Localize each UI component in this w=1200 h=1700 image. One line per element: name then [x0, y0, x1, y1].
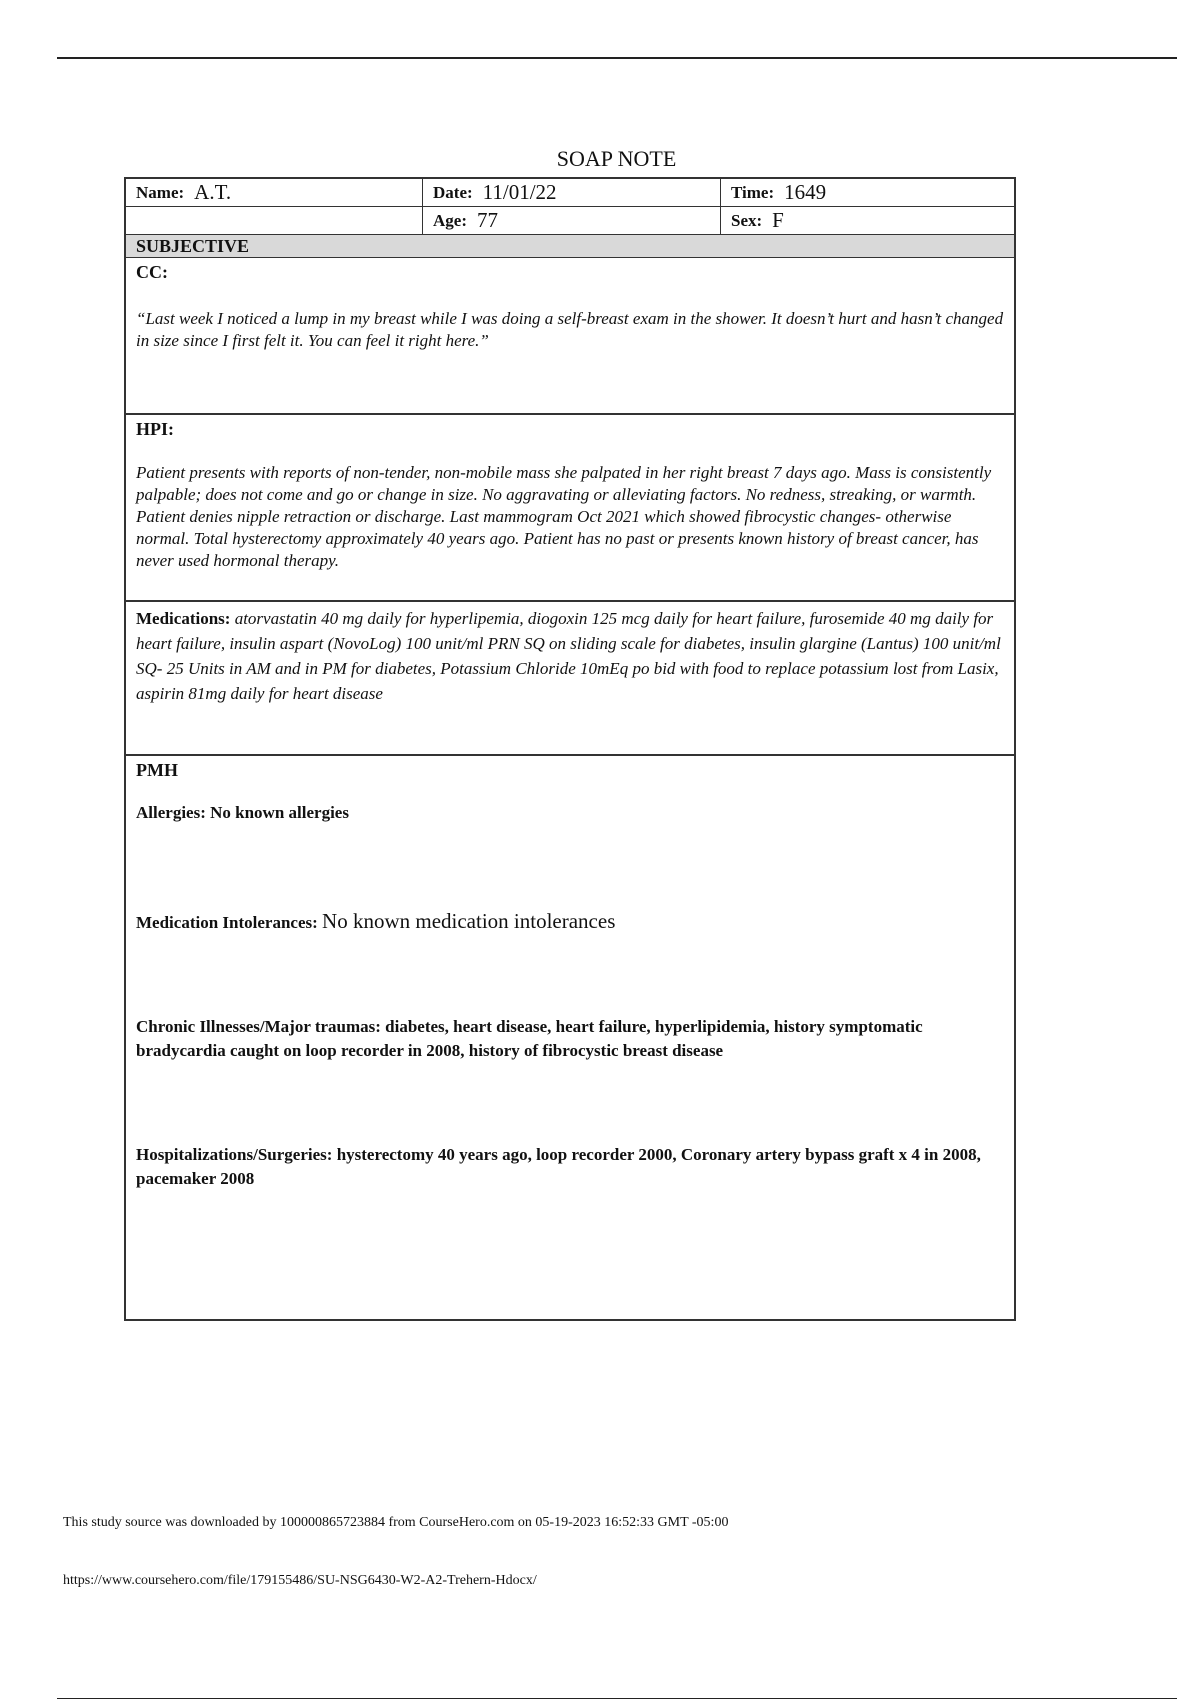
url-footer: https://www.coursehero.com/file/179155486/SU-NSG6430-W2-A2-Trehern-Hdocx/	[63, 1573, 537, 1588]
cc-text: “Last week I noticed a lump in my breast while I was doing a self-breast exam in the shower. It doesn’t hurt and hasn’t changed in size since I first felt it. You can feel it right here.”	[136, 309, 1004, 350]
header-row-1	[126, 179, 1014, 207]
bottom-rule	[57, 1698, 1177, 1699]
medications-text: atorvastatin 40 mg daily for hyperlipemia, diogoxin 125 mcg daily for heart failure, furosemide 40 mg daily for heart failure, insulin aspart (NovoLog) 100 unit/ml PRN SQ on sliding scale for diabetes, insulin glargine (Lantus) 100 unit/ml SQ- 25 Units in AM and in PM for diabetes, Potassium Chloride 10mEq po bid with food to replace potassium lost from Lasix, aspirin 81mg daily for heart disease	[136, 609, 1001, 703]
hpi-text: Patient presents with reports of non-tender, non-mobile mass she palpated in her right breast 7 days ago. Mass is consistently palpable; does not come and go or change in size. No aggravating or alleviating factors. No redness, streaking, or warmth. Patient denies nipple retraction or discharge. Last mammogram Oct 2021 which showed fibrocystic changes- otherwise normal. Total hysterectomy approximately 40 years ago. Patient has no past or presents known history of breast cancer, has never used hormonal therapy.	[136, 463, 992, 570]
header-row-2	[126, 207, 1014, 235]
age-label: Age:	[433, 210, 467, 230]
medications-label: Medications:	[136, 609, 231, 628]
name-label: Name:	[136, 182, 185, 202]
medication-intolerances	[136, 909, 1004, 935]
cc-section	[126, 258, 1014, 415]
cc-label: CC:	[136, 262, 168, 282]
date-value: 11/01/22	[482, 180, 557, 204]
hpi-section	[126, 415, 1014, 602]
source-footer: This study source was downloaded by 100000865723884 from CourseHero.com on 05-19-2023 16:52:33 GMT -05:00	[63, 1515, 729, 1530]
sex-cell	[721, 207, 1014, 234]
age-value: 77	[476, 208, 498, 232]
med-intol-label: Medication Intolerances:	[136, 913, 318, 932]
hpi-label: HPI:	[136, 419, 174, 439]
chronic-illnesses-text: Chronic Illnesses/Major traumas: diabetes, heart disease, heart failure, hyperlipidemia, history symptomatic bradycardia caught on loop recorder in 2008, history of fibrocystic breast disease	[136, 1017, 923, 1060]
time-cell	[721, 179, 1014, 206]
allergies-text: Allergies: No known allergies	[136, 803, 349, 822]
hospitalizations-text: Hospitalizations/Surgeries: hysterectomy 40 years ago, loop recorder 2000, Coronary artery bypass graft x 4 in 2008, pacemaker 2008	[136, 1145, 981, 1188]
date-cell	[423, 179, 721, 206]
medications-section	[126, 602, 1014, 756]
name-value: A.T.	[194, 180, 232, 204]
top-rule	[57, 57, 1177, 59]
document-title: SOAP NOTE	[556, 146, 677, 171]
empty-cell	[126, 207, 423, 234]
sex-value: F	[772, 208, 784, 232]
subjective-header: SUBJECTIVE	[126, 235, 1014, 258]
name-cell	[126, 179, 423, 206]
pmh-section	[126, 756, 1014, 1319]
medications-block	[136, 606, 1004, 706]
date-label: Date:	[433, 182, 473, 202]
time-value: 1649	[784, 180, 827, 204]
age-cell	[423, 207, 721, 234]
sex-label: Sex:	[731, 210, 763, 230]
time-label: Time:	[731, 182, 775, 202]
soap-form	[124, 177, 1016, 1321]
pmh-label: PMH	[136, 760, 178, 780]
med-intol-value: No known medication intolerances	[322, 909, 616, 933]
